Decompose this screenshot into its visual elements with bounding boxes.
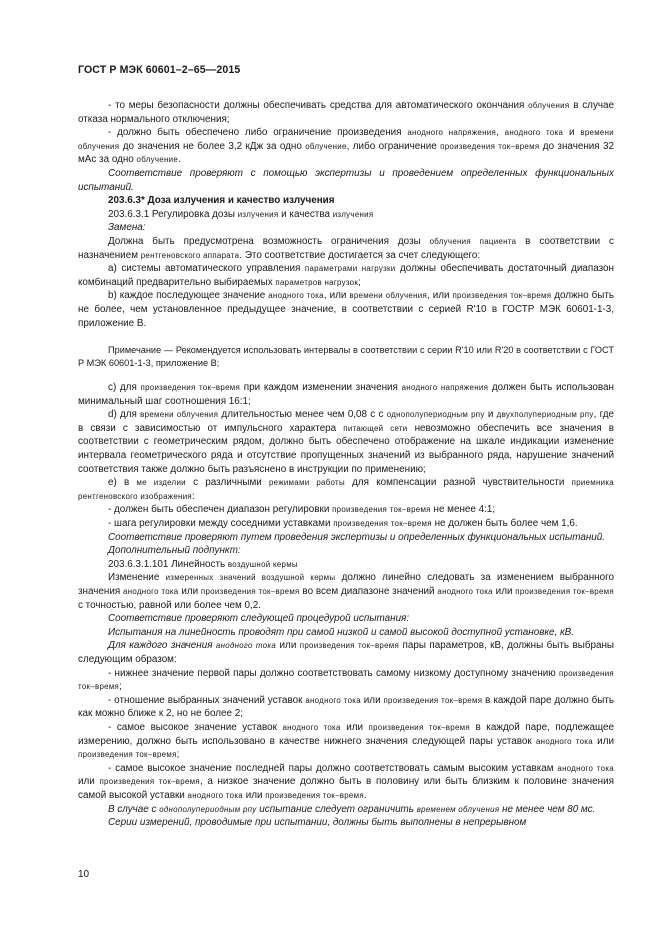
text-run: пары параметров, кВ, должны быть выбраны следующим образом: — [78, 640, 615, 665]
text-run: 203.6.3.1 Регулировка дозы — [108, 208, 238, 220]
list-subitem-5 — [78, 721, 614, 762]
text-run: должны обеспечивать достаточный диапазон комбинаций предварительно выбираемых — [78, 263, 614, 288]
text-run: параметрами нагрузки — [304, 264, 396, 274]
text-run: анодного тока — [123, 587, 179, 596]
text-run: невозможно обеспечить все значения в соответствии с геометрическим рядом, должно быть обеспечено отображение на шкале индикации изменение интервала геометрического ряда и отсутствие пропущенных значений из выбранного ряда, нарушение значений соответствия также должно быть разъяснено в инструкции по применению; — [78, 422, 614, 475]
text-run: Замена: — [108, 222, 146, 234]
paragraph-line-16 — [78, 544, 614, 558]
paragraph-line-15 — [78, 531, 614, 545]
paragraph-line-6 — [78, 235, 614, 262]
text-run: произведения ток–время — [78, 750, 177, 760]
text-run: излучения — [332, 209, 374, 219]
text-run: произведения ток–время — [78, 668, 614, 692]
text-run: не должен быть более чем 1,6. — [431, 518, 578, 530]
text-run: должно линейно следовать за изменением выбранного значения — [78, 572, 614, 597]
text-run: с различными — [185, 477, 269, 489]
paragraph-line-27 — [78, 816, 614, 830]
text-run: в случае отказа нормального отключения; — [78, 100, 615, 125]
text-run: ; — [176, 749, 180, 761]
paragraph-line-1 — [78, 126, 614, 167]
text-run: В случае с — [108, 803, 160, 815]
text-run: длительностью менее чем 0,08 с с — [218, 409, 387, 421]
subsection-heading-203-6-3-1 — [78, 208, 614, 222]
text-run: анодного тока — [268, 291, 324, 301]
subsection-heading-203-6-3-1-101 — [78, 558, 614, 572]
text-run: воздушной кермы — [227, 559, 298, 569]
paragraph-line-2 — [78, 167, 614, 194]
section-heading-203-6-3 — [78, 194, 614, 208]
text-run: . — [178, 154, 181, 166]
paragraph-line-20 — [78, 626, 614, 640]
text-run: или — [360, 694, 384, 706]
text-run: ; — [119, 681, 122, 693]
text-run: - должно быть обеспечено либо ограничение произведения — [108, 127, 408, 139]
text-run: ; — [358, 276, 361, 288]
text-run: произведения ток–время — [265, 790, 364, 800]
paragraph-line-18 — [78, 571, 614, 612]
text-run: и — [563, 127, 581, 139]
text-run: или — [178, 586, 201, 597]
text-run: облучения — [528, 101, 570, 110]
list-subitem-4 — [78, 694, 614, 721]
text-run: времени облучения — [349, 291, 428, 301]
paragraph-line-0 — [78, 99, 614, 126]
text-run: d) для — [108, 409, 141, 421]
list-item-a — [78, 262, 614, 289]
text-run: Серии измерений, проводимые при испытании, должны быть выполнены в непрерывном — [108, 817, 527, 829]
text-run: 203.6.3* Доза излучения и качество излучения — [108, 195, 335, 207]
text-run: , или — [427, 290, 453, 302]
text-run: произведения ток–время — [200, 587, 300, 596]
text-run: не менее 4:1; — [430, 504, 496, 516]
text-run: анодного тока — [504, 128, 564, 138]
text-run: , — [496, 127, 505, 139]
text-run: а) системы автоматического управления — [108, 263, 305, 275]
paragraph-line-19 — [78, 612, 614, 626]
page-number: 10 — [78, 869, 90, 880]
text-run: однополупериодным рпу — [159, 804, 257, 814]
text-run: анодного тока — [305, 695, 361, 705]
text-run: , либо ограничение — [346, 140, 441, 152]
text-run: произведения ток–время — [99, 777, 200, 787]
list-item-b — [78, 289, 614, 330]
text-run: произведения ток–время — [452, 291, 552, 301]
text-run: - то меры безопасности должны обеспечивать средства для автоматического окончания — [108, 100, 529, 111]
text-run: с точностью, равной или более чем 0,2. — [78, 599, 261, 611]
text-run: ме изделии — [136, 478, 186, 488]
text-run: анодного тока — [215, 641, 277, 651]
text-run: анодного тока — [557, 763, 614, 773]
text-run: анодного тока — [187, 790, 243, 800]
text-run: Примечание — Рекомендуется использовать интервалы в соответствии с серии R'10 или R'20 в соответствии с ГОСТ Р МЭК 60601-1-3, приложение В; — [78, 345, 614, 369]
text-run: в каждой паре, подлежащее измерению, должно быть использовано в качестве нижнего значения следующей пары уставок — [78, 721, 614, 747]
text-run: произведения ток–время — [140, 383, 241, 393]
text-run: облучения пациента — [429, 236, 517, 246]
text-run: . Это соответствие достигается за счет следующего: — [239, 249, 481, 261]
text-run: с) для — [108, 382, 141, 394]
text-run: , где в связи с зависимостью от импульсного характера — [78, 409, 614, 434]
text-run: - отношение выбранных значений уставок — [108, 694, 306, 706]
text-run: е) в — [108, 477, 137, 489]
text-run: двухполупериодным рпу — [496, 410, 594, 420]
text-run: временем облучения — [416, 804, 500, 814]
text-run: или — [78, 776, 100, 788]
paragraph-line-21 — [78, 639, 614, 666]
text-run: облучение — [136, 155, 179, 165]
text-run: анодного тока — [437, 587, 493, 596]
text-run: не менее чем 80 мс. — [499, 803, 596, 815]
text-run: времени облучения — [78, 128, 614, 151]
text-run: и качества — [278, 208, 333, 220]
text-run: испытание следует ограничить — [256, 803, 417, 815]
text-run: должно быть не более, чем установленное предыдущее значение, в соответствии с серией R'10 в ГОСТР МЭК 60601-1-3, приложение В. — [78, 290, 614, 329]
text-run: анодного напряжения — [401, 383, 489, 393]
text-run: параметров нагрузок — [275, 277, 359, 287]
text-run: или — [592, 735, 614, 747]
text-run: в соответствии с назначением — [78, 235, 614, 261]
text-run: - нижнее значение первой пары должно соответствовать самому низкому доступному значению — [108, 667, 559, 679]
text-run: анодного тока — [282, 722, 341, 732]
text-run: до значения не более 3,2 кДж за одно — [119, 140, 306, 152]
text-run: для компенсации разной чувствительности — [344, 477, 572, 489]
text-run: до значения 32 мАс за одно — [78, 140, 615, 166]
text-run: времени облучения — [140, 410, 219, 420]
text-run: Испытания на линейность проводят при самой низкой и самой высокой доступной установке, кВ. — [108, 626, 575, 638]
text-run: 203.6.3.1.101 Линейность — [108, 558, 228, 570]
list-item-d — [78, 408, 614, 476]
text-run: произведения ток–время — [299, 641, 400, 651]
note-paragraph — [78, 344, 614, 370]
document-header: ГОСТ Р МЭК 60601–2–65—2015 — [78, 64, 241, 76]
list-subitem-2 — [78, 517, 614, 531]
text-run: и — [484, 409, 497, 421]
text-run: произведения ток–время — [383, 695, 483, 705]
text-run: - самое высокое значение последней пары должно соответствовать самым высоким уставкам — [108, 762, 558, 774]
text-run: или — [492, 586, 516, 597]
text-run: в каждой паре должно быть как можно ближе к 2, но не более 2; — [78, 694, 614, 720]
text-run: - самое высокое значение уставок — [108, 721, 283, 733]
text-run: измеренных значений воздушной кермы — [165, 573, 336, 583]
text-run: : — [191, 490, 195, 502]
text-run: или — [242, 789, 266, 801]
text-run: произведения ток–время — [332, 505, 431, 515]
text-run: - должен быть обеспечен диапазон регулировки — [108, 504, 333, 516]
text-run: , или — [323, 290, 350, 302]
text-run: во всем диапазоне значений — [299, 586, 438, 597]
document-body — [78, 99, 614, 830]
text-run: облучение — [305, 141, 347, 151]
text-run: или — [340, 721, 369, 733]
list-subitem-1 — [78, 503, 614, 517]
text-run: , а низкое значение должно быть в половину или быть близким к половине значения самой высокой уставки — [78, 776, 614, 801]
text-run: b) каждое последующее значение — [108, 290, 269, 302]
text-run: при каждом изменении значения — [240, 382, 402, 394]
text-run: произведения ток–время — [368, 722, 470, 732]
text-run: или — [276, 640, 300, 652]
list-item-e — [78, 476, 614, 503]
text-run: анодного тока — [535, 736, 593, 746]
text-run: излучения — [237, 209, 279, 219]
text-run: рентгеновского аппарата — [140, 250, 240, 260]
text-run: Изменение — [108, 572, 166, 584]
paragraph-line-5 — [78, 221, 614, 235]
list-item-c — [78, 381, 614, 408]
paragraph-line-26 — [78, 803, 614, 817]
text-run: - шага регулировки между соседними уставками — [108, 518, 334, 530]
text-run: . — [363, 789, 367, 801]
text-run: Соответствие проверяют с помощью экспертизы и проведением определенных функциональных испытаний. — [78, 167, 614, 193]
text-run: должен быть использован минимальный шаг соотношения 16:1; — [78, 382, 614, 407]
text-run: произведения ток–время — [333, 519, 432, 529]
text-run: Соответствие проверяют следующей процедурой испытания: — [108, 613, 410, 625]
list-subitem-6 — [78, 762, 614, 803]
text-run: режимами работы — [268, 478, 345, 488]
text-run: Соответствие проверяют путем проведения экспертизы и определенных функциональных испытаний. — [108, 531, 606, 543]
text-run: анодного напряжения — [407, 128, 497, 138]
text-run: произведения ток–время — [440, 141, 540, 151]
text-run: питающей сети — [343, 423, 408, 433]
text-run: приемника рентгеновского изображения — [78, 478, 614, 501]
list-subitem-3 — [78, 667, 614, 694]
text-run: произведения ток–время — [515, 587, 614, 596]
text-run: Для каждого значения — [108, 640, 216, 652]
text-run: однополупериодным рпу — [386, 410, 485, 420]
text-run: Должна быть предусмотрена возможность ограничения дозы — [108, 235, 430, 247]
text-run: Дополнительный подпункт: — [108, 545, 241, 557]
